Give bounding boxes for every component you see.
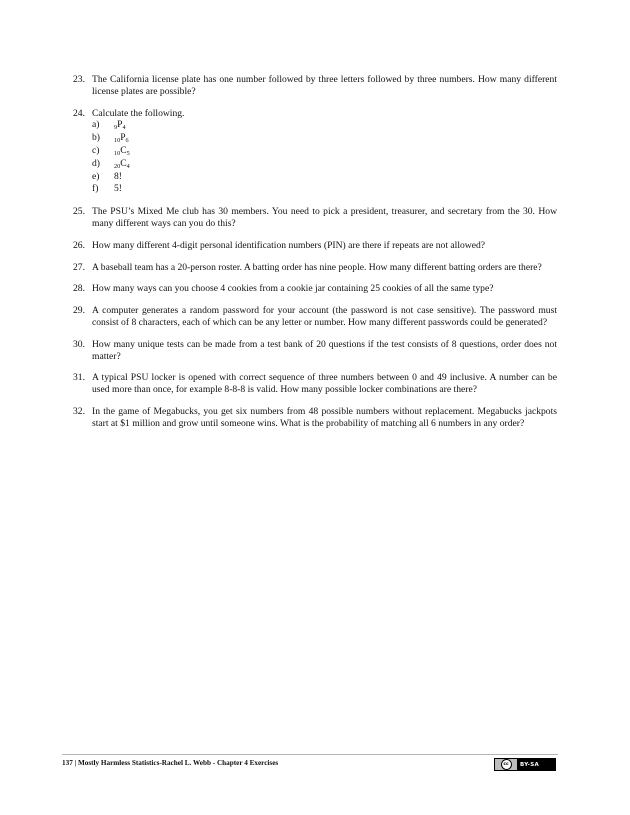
question-text: How many different 4-digit personal identification numbers (PIN) are there if repeats are not allowed? <box>92 239 486 251</box>
sub-question-label: f) <box>92 183 99 195</box>
question-number: 32. <box>73 405 85 417</box>
question-28 <box>73 283 557 295</box>
question-text: A baseball team has a 20-person roster. A batting order has nine people. How many different batting orders are there? <box>92 261 542 273</box>
question-text: How many ways can you choose 4 cookies from a cookie jar containing 25 cookies of all the same type? <box>92 283 494 295</box>
footer-text: 137 | Mostly Harmless Statistics-Rachel L. Webb - Chapter 4 Exercises <box>62 759 279 767</box>
question-32 <box>73 406 557 430</box>
sub-question-list <box>92 119 557 196</box>
question-text: How many unique tests can be made from a test bank of 20 questions if the test consists of 8 questions, order does not matter? <box>92 338 557 362</box>
sub-question-e <box>92 171 557 184</box>
sub-question-b <box>92 132 557 145</box>
question-number: 28. <box>73 283 85 295</box>
question-text: The PSU’s Mixed Me club has 30 members. You need to pick a president, treasurer, and secretary from the 30. How many different ways can you do this? <box>92 206 557 229</box>
question-31 <box>73 372 557 396</box>
question-30 <box>73 339 557 363</box>
sub-question-d <box>92 158 557 171</box>
question-27 <box>73 262 557 274</box>
sub-question-expression: $_9P_4$ <box>114 119 126 132</box>
question-number: 29. <box>73 305 85 317</box>
question-number: 31. <box>73 372 85 384</box>
license-label: BY-SA <box>520 761 540 768</box>
sub-question-expression: $_{10}C_5$ <box>114 144 130 157</box>
question-number: 30. <box>73 338 85 350</box>
sub-question-label: a) <box>92 119 100 131</box>
question-24 <box>73 108 557 197</box>
sub-question-expression: $_{20}C_4$ <box>114 157 130 170</box>
question-text: In the game of Megabucks, you get six numbers from 48 possible numbers without replacement. Megabucks jackpots start at $1 million and grow until someone wins. What is the probability of matching all 6 numbers in any order? <box>92 405 557 429</box>
question-number: 24. <box>73 107 85 119</box>
sub-question-label: c) <box>92 144 100 156</box>
question-text: The California license plate has one number followed by three letters followed by three numbers. How many different license plates are possible? <box>92 74 557 97</box>
cc-by-sa-icon <box>494 758 556 771</box>
page-footer <box>62 754 558 772</box>
question-number: 26. <box>73 239 85 251</box>
sub-question-label: e) <box>92 170 100 182</box>
sub-question-a <box>92 119 557 132</box>
question-29 <box>73 305 557 329</box>
sub-question-label: d) <box>92 157 100 169</box>
cc-circle-icon: cc <box>501 759 512 770</box>
sub-question-label: b) <box>92 132 100 144</box>
question-text: Calculate the following. <box>92 107 185 119</box>
exercise-list <box>73 74 557 440</box>
question-23 <box>73 74 557 98</box>
question-25 <box>73 206 557 230</box>
sub-question-expression: 5! <box>114 183 122 195</box>
question-body <box>92 108 557 197</box>
question-text: A typical PSU locker is opened with correct sequence of three numbers between 0 and 49 inclusive. A number can be used more than once, for example 8-8-8 is valid. How many possible locker combinations are there? <box>92 372 557 396</box>
sub-question-expression: 8! <box>114 170 122 182</box>
sub-question-f <box>92 183 557 196</box>
question-number: 25. <box>73 206 85 218</box>
sub-question-expression: $_{10}P_6$ <box>114 132 129 145</box>
question-number: 23. <box>73 74 85 85</box>
sub-question-c <box>92 145 557 158</box>
question-number: 27. <box>73 261 85 273</box>
question-text: A computer generates a random password for your account (the password is not case sensitive). The password must consist of 8 characters, each of which can be any letter or number. How many different passwords could be generated? <box>92 305 557 328</box>
cc-logo <box>495 759 517 770</box>
question-26 <box>73 240 557 252</box>
